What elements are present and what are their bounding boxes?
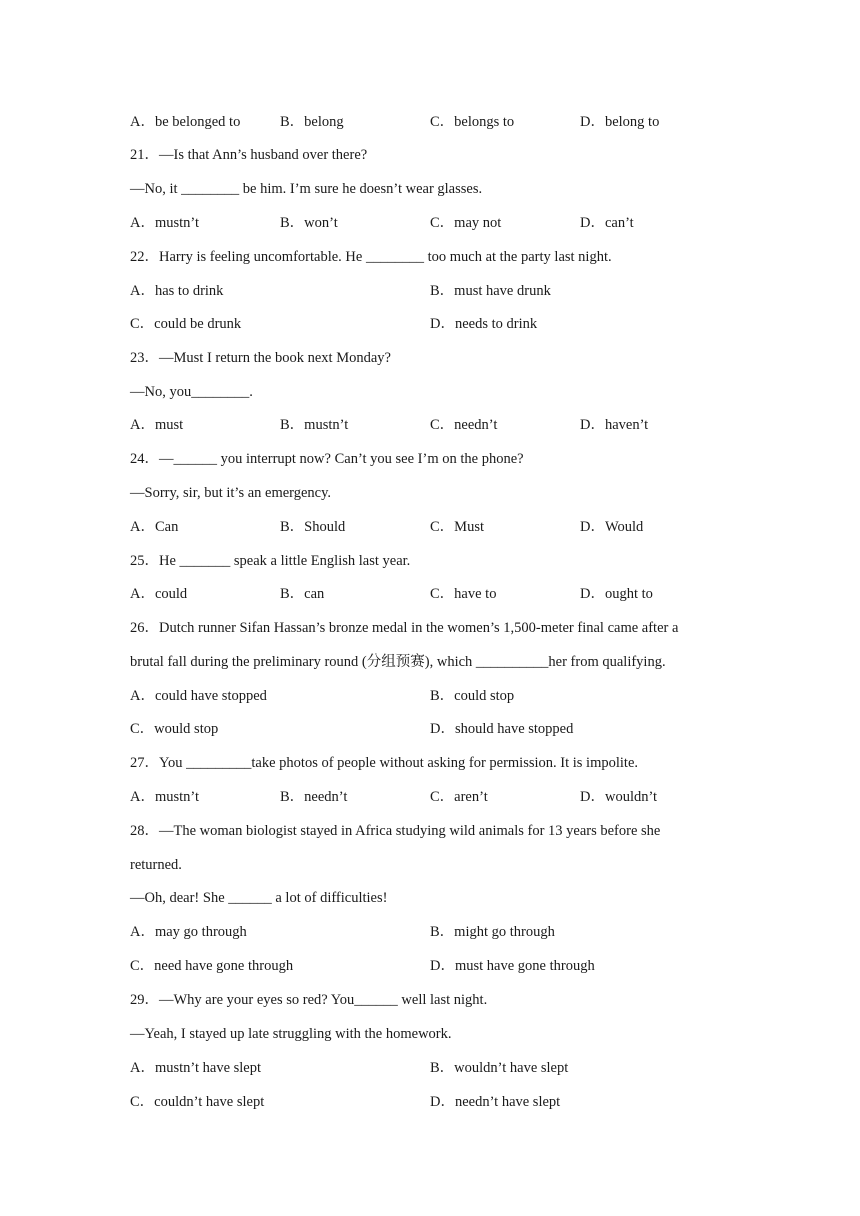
q28-option-a: A．may go through [130,924,247,940]
q24-reply: —Sorry, sir, but it’s an emergency. [130,485,332,501]
q20-option-b: B．belong [280,114,344,130]
q25-stem: 25．He _______ speak a little English last year. [130,553,411,569]
q24-option-b: B．Should [280,519,346,535]
q26-option-c: C．would stop [130,721,219,737]
q26-option-a: A．could have stopped [130,688,267,704]
q29-option-a: A．mustn’t have slept [130,1060,262,1076]
q29-stem: 29．—Why are your eyes so red? You______ well last night. [130,992,488,1008]
q24-stem: 24．—______ you interrupt now? Can’t you see I’m on the phone? [130,451,524,467]
q21-option-c: C．may not [430,215,502,231]
q21-option-b: B．won’t [280,215,338,231]
q26-option-b: B．could stop [430,688,515,704]
q29-option-b: B．wouldn’t have slept [430,1060,569,1076]
q24-option-d: D．Would [580,519,644,535]
q21-stem: 21．—Is that Ann’s husband over there? [130,147,368,163]
q22-option-a: A．has to drink [130,283,224,299]
q28-option-d: D．must have gone through [430,958,595,974]
q23-option-a: A．must [130,417,184,433]
q23-stem: 23．—Must I return the book next Monday? [130,350,391,366]
q22-option-b: B．must have drunk [430,283,551,299]
q28-stem-line-1: 28．—The woman biologist stayed in Africa studying wild animals for 13 years before she [130,823,661,839]
q29-option-d: D．needn’t have slept [430,1094,561,1110]
q25-option-c: C．have to [430,586,497,602]
q28-stem-line-2: returned. [130,857,182,873]
q29-option-c: C．couldn’t have slept [130,1094,265,1110]
q24-option-a: A．Can [130,519,179,535]
q28-option-c: C．need have gone through [130,958,294,974]
q21-reply: —No, it ________ be him. I’m sure he doesn’t wear glasses. [130,181,483,197]
q20-option-c: C．belongs to [430,114,515,130]
q26-option-d: D．should have stopped [430,721,574,737]
q21-option-a: A．mustn’t [130,215,200,231]
q22-option-c: C．could be drunk [130,316,242,332]
q20-option-a: A．be belonged to [130,114,241,130]
q28-option-b: B．might go through [430,924,555,940]
q25-option-b: B．can [280,586,325,602]
q27-option-b: B．needn’t [280,789,348,805]
q23-reply: —No, you________. [130,384,253,400]
q22-stem: 22．Harry is feeling uncomfortable. He ________ too much at the party last night. [130,249,612,265]
q25-option-a: A．could [130,586,188,602]
q23-option-b: B．mustn’t [280,417,349,433]
q29-reply: —Yeah, I stayed up late struggling with the homework. [130,1026,452,1042]
q26-stem-line-2: brutal fall during the preliminary round (分组预赛), which __________her from qualifying. [130,654,666,670]
q25-option-d: D．ought to [580,586,653,602]
q21-option-d: D．can’t [580,215,634,231]
q20-option-d: D．belong to [580,114,660,130]
q23-option-c: C．needn’t [430,417,498,433]
q24-option-c: C．Must [430,519,484,535]
q27-option-a: A．mustn’t [130,789,200,805]
q26-stem-line-1: 26．Dutch runner Sifan Hassan’s bronze medal in the women’s 1,500-meter final came after a [130,620,679,636]
q22-option-d: D．needs to drink [430,316,538,332]
q27-option-c: C．aren’t [430,789,488,805]
q28-reply: —Oh, dear! She ______ a lot of difficulties! [130,890,388,906]
q23-option-d: D．haven’t [580,417,649,433]
q27-stem: 27．You _________take photos of people without asking for permission. It is impolite. [130,755,639,771]
q27-option-d: D．wouldn’t [580,789,658,805]
